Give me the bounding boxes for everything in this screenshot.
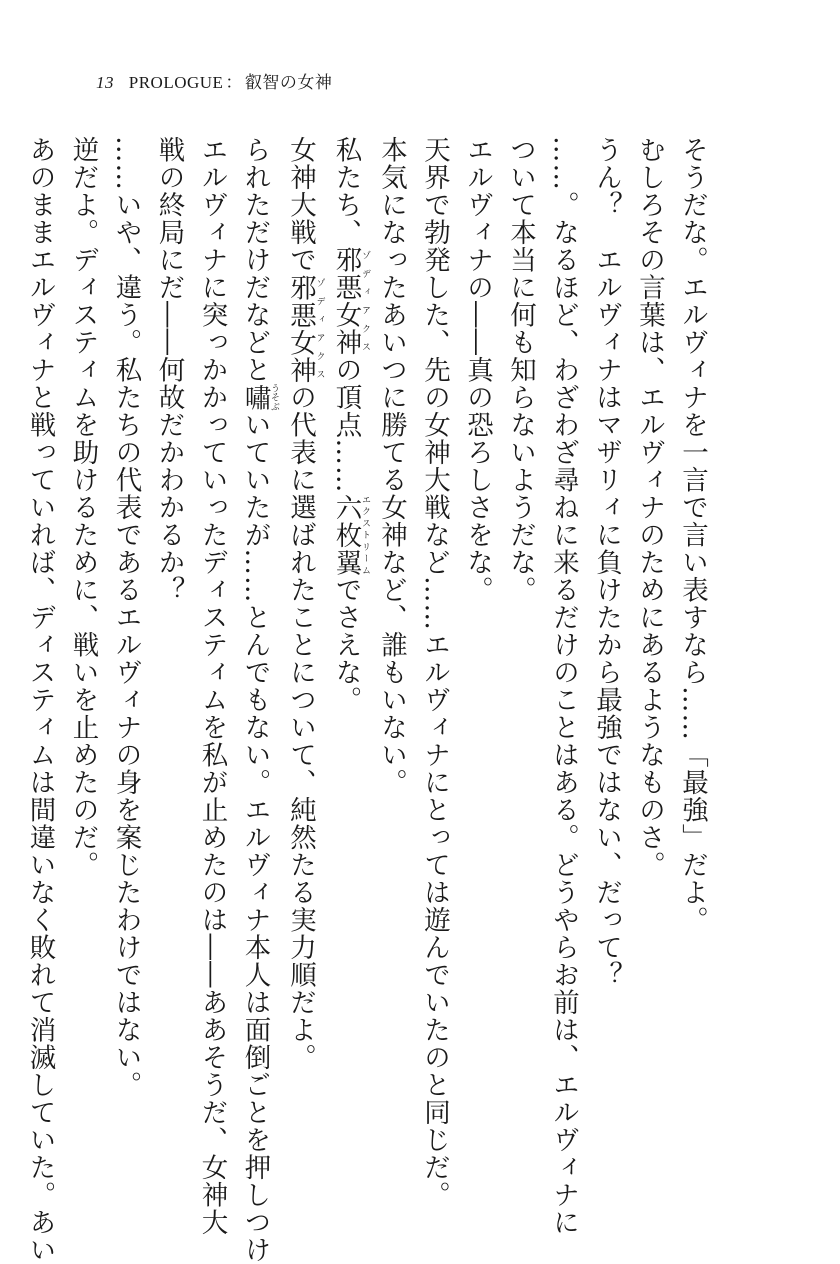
ruby-annotation — [330, 246, 370, 356]
ruby-base: 邪悪女神 — [330, 246, 362, 356]
text-segment: ……いや、違う。私たちの代表であるエルヴィナの身を案じたわけではない。 — [110, 136, 142, 1099]
text-line — [148, 136, 191, 1076]
text-line — [62, 136, 105, 1076]
text-line — [191, 136, 234, 1236]
text-segment: あのままエルヴィナと戦っていれば、ディスティムは間違いなく敗れて消滅していた。あい — [24, 136, 56, 1264]
text-segment: エルヴィナに突っかかっていったディスティムを私が止めたのは――ああそうだ、女神大 — [196, 136, 228, 1236]
ruby-reading: ゾディアクス — [360, 246, 370, 356]
header-separator: ： — [225, 73, 243, 92]
running-header — [96, 68, 332, 93]
ruby-base: 邪悪女神 — [285, 273, 316, 384]
ruby-annotation — [330, 493, 370, 577]
text-segment: むしろその言葉は、エルヴィナのためにあるようなものさ。 — [634, 136, 665, 879]
ruby-reading: うそぶ — [269, 383, 279, 411]
text-line — [542, 136, 585, 1236]
text-line — [105, 136, 148, 1099]
ruby-reading: ゾディアクス — [314, 273, 325, 384]
text-line — [671, 136, 714, 1076]
page-number: 13 — [96, 73, 114, 92]
text-line — [585, 136, 628, 1076]
text-segment: そうだな。エルヴィナを一言で言い表すなら……「最強」だよ。 — [677, 136, 708, 934]
section-label: PROLOGUE — [128, 73, 224, 92]
ruby-reading: エクストリーム — [360, 493, 370, 576]
ruby-base: 六枚翼 — [330, 493, 362, 576]
text-segment: の頂点…… — [330, 356, 362, 494]
text-line — [456, 136, 499, 1076]
text-segment: の代表に選ばれたことについて、純然たる実力順だよ。 — [285, 383, 316, 1071]
text-segment: 逆だよ。ディスティムを助けるために、戦いを止めたのだ。 — [67, 136, 99, 879]
text-line — [234, 136, 280, 1264]
text-line — [325, 136, 371, 1076]
text-segment: られただけだなどと — [239, 136, 271, 384]
text-line — [413, 136, 456, 1209]
ruby-annotation — [285, 273, 325, 384]
vertical-body-text — [24, 136, 714, 1264]
text-line — [499, 136, 542, 1076]
text-line — [628, 136, 671, 1076]
text-segment: いていたが……とんでもない。エルヴィナ本人は面倒ごとを押しつけ — [239, 411, 271, 1264]
text-segment: でさえな。 — [330, 576, 362, 714]
text-line — [370, 136, 413, 1076]
ruby-base: 嘯 — [239, 383, 271, 411]
chapter-title: 叡智の女神 — [244, 73, 333, 92]
text-segment: 本気になったあいつに勝てる女神など、誰もいない。 — [376, 136, 407, 796]
text-segment: ついて本当に何も知らないようだな。 — [505, 136, 536, 604]
text-segment: 女神大戦で — [285, 136, 316, 274]
text-segment: 私たち、 — [330, 136, 362, 246]
ruby-annotation — [239, 383, 279, 412]
text-segment: 天界で勃発した、先の女神大戦など……エルヴィナにとっては遊んでいたのと同じだ。 — [419, 136, 450, 1209]
text-segment: うん？ エルヴィナはマザリィに負けたから最強ではない、だって？ — [591, 136, 622, 989]
text-line — [279, 136, 325, 1076]
text-segment: エルヴィナの――真の恐ろしさをな。 — [462, 136, 493, 604]
text-segment: ……。なるほど、わざわざ尋ねに来るだけのことはある。どうやらお前は、エルヴィナに — [548, 136, 579, 1236]
text-line — [19, 136, 62, 1264]
text-segment: 戦の終局にだ――何故だかわかるか？ — [153, 136, 185, 604]
